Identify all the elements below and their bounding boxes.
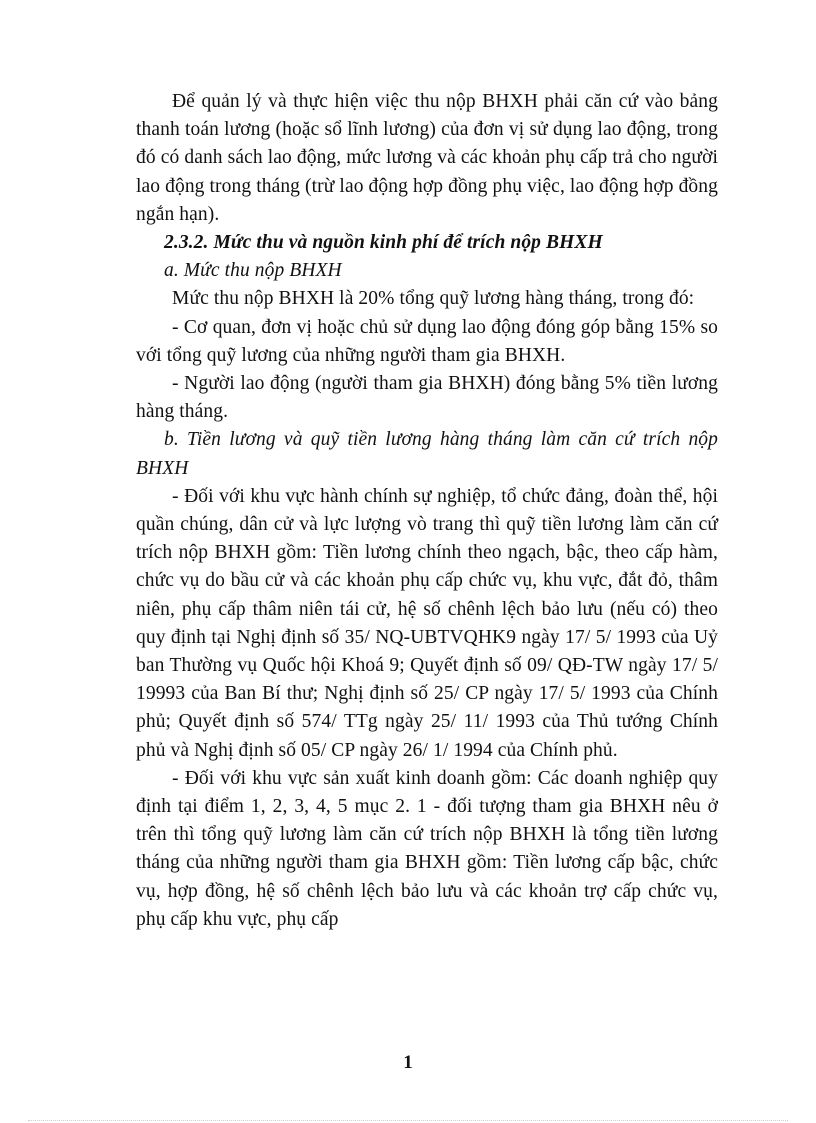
page-bottom-divider bbox=[28, 1120, 788, 1121]
paragraph-rate: Mức thu nộp BHXH là 20% tổng quỹ lương hàng tháng, trong đó: bbox=[172, 288, 695, 310]
paragraph-intro: Để quản lý và thực hiện việc thu nộp BHXH phải căn cứ vào bảng thanh toán lương (hoặc sổ lĩnh lương) của đơn vị sử dụng lao động, trong đó có danh sách lao động, mức lương và các khoản phụ cấp trả cho người lao động trong tháng (trừ lao động hợp đồng phụ việc, lao động hợp đồng ngắn hạn). bbox=[136, 91, 718, 225]
paragraph-employer-share: - Cơ quan, đơn vị hoặc chủ sử dụng lao động đóng góp bằng 15% so với tổng quỹ lương của những người tham gia BHXH. bbox=[136, 316, 718, 366]
page-number: 1 bbox=[403, 1052, 413, 1073]
document-page bbox=[136, 88, 718, 934]
subheading-a: a. Mức thu nộp BHXH bbox=[164, 260, 342, 282]
paragraph-employee-share: - Người lao động (người tham gia BHXH) đóng bằng 5% tiền lương hàng tháng. bbox=[136, 373, 718, 423]
subheading-b: b. Tiền lương và quỹ tiền lương hàng tháng làm căn cứ trích nộp BHXH bbox=[136, 429, 718, 479]
paragraph-public-sector: - Đối với khu vực hành chính sự nghiệp, tổ chức đảng, đoàn thể, hội quần chúng, dân cử và lực lượng vò trang thì quỹ tiền lương làm căn cứ trích nộp BHXH gồm: Tiền lương chính theo ngạch, bậc, theo cấp hàm, chức vụ do bầu cử và các khoản phụ cấp chức vụ, khu vực, đắt đỏ, thâm niên, phụ cấp thâm niên tái cử, hệ số chênh lệch bảo lưu (nếu có) theo quy định tại Nghị định số 35/ NQ-UBTVQHK9 ngày 17/ 5/ 1993 của Uỷ ban Thường vụ Quốc hội Khoá 9; Quyết định số 09/ QĐ-TW ngày 17/ 5/ 19993 của Ban Bí thư; Nghị định số 25/ CP ngày 17/ 5/ 1993 của Chính phủ; Quyết định số 574/ TTg ngày 25/ 11/ 1993 của Thủ tướng Chính phủ và Nghị định số 05/ CP ngày 26/ 1/ 1994 của Chính phủ. bbox=[136, 485, 718, 761]
paragraph-business-sector: - Đối với khu vực sản xuất kinh doanh gồm: Các doanh nghiệp quy định tại điểm 1, 2, 3, 4, 5 mục 2. 1 - đối tượng tham gia BHXH nêu ở trên thì tổng quỹ lương làm căn cứ trích nộp BHXH là tổng tiền lương tháng của những người tham gia BHXH gồm: Tiền lương cấp bậc, chức vụ, hợp đồng, hệ số chênh lệch bảo lưu và các khoản trợ cấp chức vụ, phụ cấp khu vực, phụ cấp bbox=[136, 767, 718, 930]
section-heading-2-3-2: 2.3.2. Mức thu và nguồn kinh phí để trích nộp BHXH bbox=[164, 232, 603, 254]
